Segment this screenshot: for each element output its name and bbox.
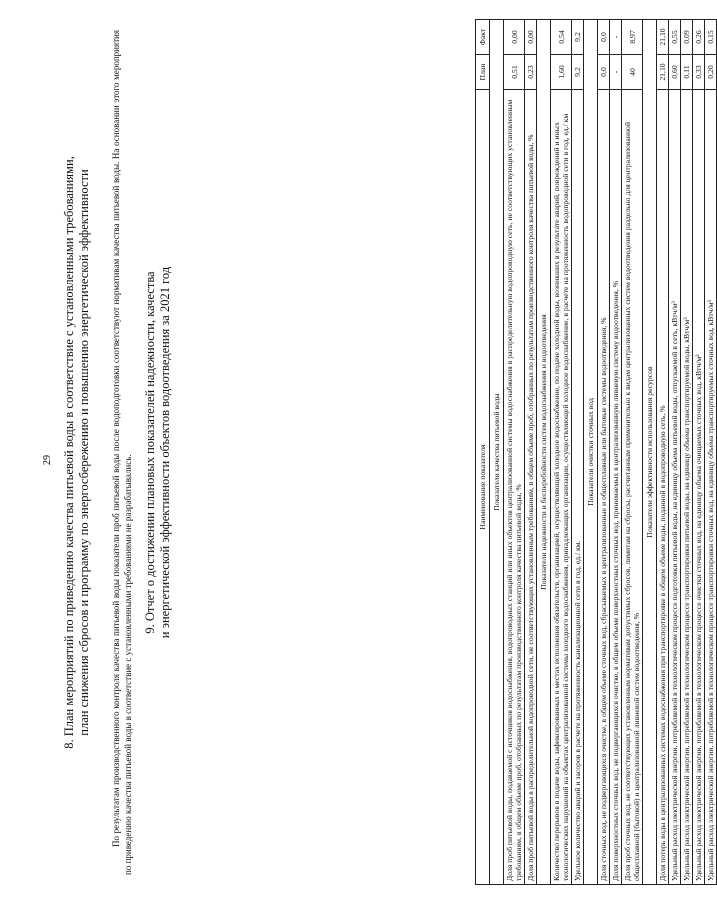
indicator-name: Доля проб питьевой воды, подаваемой с источников водоснабжения, водопроводных станций или иных объектов централизованной системы водоснабжения в распределительную водопроводную сеть, не соответствующих установленным требованиям, в общем объеме проб, отобранных по результатам производственного контроля качества питьевой воды, % <box>504 90 525 885</box>
table-row <box>669 20 681 885</box>
table-section-row <box>490 20 504 885</box>
section-heading: Показатели надежности и бесперебойности систем водоснабжения и водоотведения <box>537 20 551 885</box>
table-section-row <box>537 20 551 885</box>
section-heading: Показатели эффективности использования ресурсов <box>643 20 657 885</box>
indicator-name: Удельный расход электрической энергии, потребляемой в технологическом процессе транспортировки сточных вод, на единицу объема транспортируемых сточных вод, кВтч/м³ <box>705 90 717 885</box>
section9-title-line2: и энергетической эффективности объектов водоотведения за 2021 год <box>158 266 172 639</box>
indicator-name: Удельный расход электрической энергии, потребляемой в технологическом процессе подготовки питьевой воды, на единицу объема питьевой воды, отпускаемой в сеть, кВтч/м³ <box>669 90 681 885</box>
table-row <box>705 20 717 885</box>
table-row <box>622 20 643 885</box>
plan-value: 0,11 <box>681 55 693 90</box>
table-section-row <box>643 20 657 885</box>
section9-title-line1: 9. Отчет о достижении плановых показателей надежности, качества <box>143 271 157 634</box>
fact-value: - <box>610 20 622 55</box>
header-plan: План <box>476 55 490 90</box>
indicator-name: Удельный расход электрической энергии, потребляемой в технологическом процессе очистки сточных вод, на единицу объема очищаемых сточных вод, кВтч/м³ <box>693 90 705 885</box>
plan-value: 40 <box>622 55 643 90</box>
table-row <box>598 20 610 885</box>
section8-title-line1: 8. План мероприятий по приведению качества питьевой воды в соответствие с установленными требованиями, <box>62 156 76 749</box>
fact-value: 0,55 <box>669 20 681 55</box>
plan-value: 9,2 <box>572 55 584 90</box>
section8-paragraph: По результатам производственного контроля качества питьевой воды показатели проб питьевой воды после водоподготовки соответствуют нормативам качества питьевой воды. На основании этого мероприятия по приведению качества питьевой воды в соответствие с установленными требованиями не разрабатывались. <box>111 30 133 875</box>
fact-value: 0,54 <box>551 20 572 55</box>
table-row <box>610 20 622 885</box>
table-section-row <box>584 20 598 885</box>
section8-title-line2: план снижения сбросов и программу по энергосбережению и повышению энергетической эффективности <box>77 169 91 736</box>
section-heading: Показатели очистки сточных вод <box>584 20 598 885</box>
plan-value: 0,0 <box>598 55 610 90</box>
table-row <box>525 20 537 885</box>
plan-value: - <box>610 55 622 90</box>
fact-value: 0,09 <box>681 20 693 55</box>
indicator-name: Доля потерь воды в централизованных системах водоснабжения при транспортировке в общем объеме воды, поданной в водопроводную сеть, % <box>657 90 669 885</box>
page-number: 29 <box>42 455 53 465</box>
fact-value: 9,2 <box>572 20 584 55</box>
indicators-table <box>475 19 717 885</box>
plan-value: 1,60 <box>551 55 572 90</box>
plan-value: 0,51 <box>504 55 525 90</box>
plan-value: 0,23 <box>525 55 537 90</box>
fact-value: 8,97 <box>622 20 643 55</box>
table-row <box>572 20 584 885</box>
indicator-name: Доля сточных вод, не подвергающихся очистке, в общем объеме сточных вод, сбрасываемых в централизованные и общесплавные или бытовые системы водоотведения, % <box>598 90 610 885</box>
table-row <box>693 20 705 885</box>
indicator-name: Удельное количество аварий и засоров в расчете на протяженность канализационной сети в год, ед./ км. <box>572 90 584 885</box>
header-name: Наименование показателя <box>476 90 490 885</box>
fact-value: 0,15 <box>705 20 717 55</box>
fact-value: 0,0 <box>598 20 610 55</box>
table-header-row <box>476 20 490 885</box>
plan-value: 0,33 <box>693 55 705 90</box>
indicator-name: Доля поверхностных сточных вод, не подвергающихся очистке, в общем объеме поверхностных сточных вод, принимаемых в централизованную ливневую систему водоотведения, % <box>610 90 622 885</box>
table-row <box>504 20 525 885</box>
table-body <box>490 20 717 885</box>
indicator-name: Доля проб сточных вод, не соответствующих установленным нормативам допустимых сбросов, лимитам на сбросы, рассчитанным применительно к видам централизованных систем водоотведения раздельно для централизованной общесплавной (бытовой) и централизованной ливневой систем водоотведения, % <box>622 90 643 885</box>
fact-value: 0,00 <box>525 20 537 55</box>
indicator-name: Доля проб питьевой воды в распределительной водопроводной сети, не соответствующих установленным требованиям, в общем объеме проб, отобранных по результатам производственного контроля качества питьевой воды, % <box>525 90 537 885</box>
plan-value: 21,10 <box>657 55 669 90</box>
fact-value: 0,00 <box>504 20 525 55</box>
fact-value: 0,26 <box>693 20 705 55</box>
indicator-name: Удельный расход электрической энергии, потребляемой в технологическом процессе транспортировки питьевой воды, на единицу объема транспортируемой воды, кВтч/м³ <box>681 90 693 885</box>
section-heading: Показатели качества питьевой воды <box>490 20 504 885</box>
table-row <box>657 20 669 885</box>
table-row <box>681 20 693 885</box>
header-fact: Факт <box>476 20 490 55</box>
table-row <box>551 20 572 885</box>
fact-value: 21,10 <box>657 20 669 55</box>
plan-value: 0,60 <box>669 55 681 90</box>
plan-value: 0,20 <box>705 55 717 90</box>
indicator-name: Количество перерывов в подаче воды, зафиксированных в местах исполнения обязательств, организацией, осуществляющей холодное водоснабжение, по подаче холодной воды, возникших в результате аварий, повреждений и иных технологических нарушений на объектах централизованной системы холодного водоснабжения, принадлежащих организации, осуществляющей холодное водоснабжение, в расчете на протяженность водопроводной сети в год, ед./ км <box>551 90 572 885</box>
